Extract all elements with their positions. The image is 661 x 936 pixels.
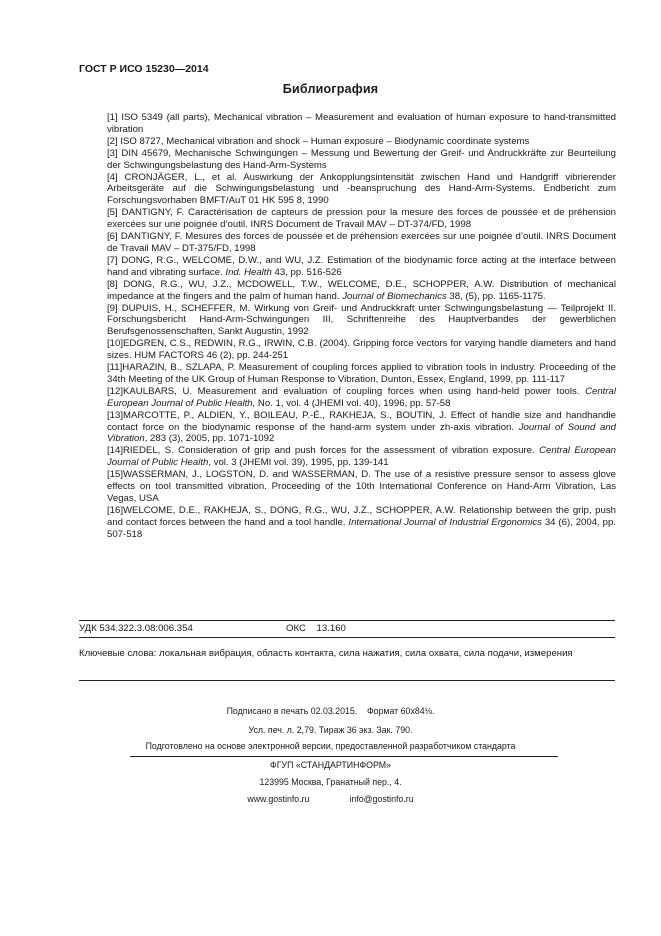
publisher-address: 123995 Москва, Гранатный пер., 4. [259,777,402,787]
reference-item: [1] ISO 5349 (all parts), Mechanical vibration – Measurement and evaluation of human exposure to hand-transmitted vibration [107,112,616,135]
reference-text: [12]KAULBARS, U. Measurement and evaluation of coupling forces when using hand-held power tools. [107,385,586,397]
reference-details: , 283 (3), 2005, pp. 1071-1092 [144,433,275,445]
reference-source: Ind. Health [225,266,272,278]
reference-item [107,445,616,469]
reference-item [107,255,616,279]
reference-item: [9] DUPUIS, H., SCHEFFER, M. Wirkung von Greif- und Andruckkraft unter Schwingungsbelastung — Teilprojekt II. Forschungsbericht Hand-Arm-Schwingungen III, Schriftenreihe des Hauptverbandes der gewerblichen Berufsgenossenschaften, Sankt Augustin, 1992 [107,302,616,338]
section-divider [79,620,615,621]
reference-source: Journal of Biomechanics [342,290,447,302]
reference-item [107,386,616,410]
publisher-name: ФГУП «СТАНДАРТИНФОРМ» [270,760,391,770]
reference-item: [2] ISO 8727, Mechanical vibration and shock – Human exposure – Biodynamic coordinate systems [107,135,530,147]
reference-source: Journal of Sound and Vibration [107,421,617,445]
reference-details: 34 (6), 2004, pp. 507-518 [107,516,616,540]
reference-item [107,505,616,541]
reference-source: International Journal of Industrial Ergonomics [348,516,542,528]
reference-item [107,410,616,446]
reference-item: [11]HARAZIN, B., SZLAPA, P. Measurement of coupling forces applied to vibration tools in industry. Proceeding of the 34th Meeting of the UK Group of Human Response to Vibration, Dunton, Essex, England, 1999, pp. 111-117 [107,362,616,385]
udk-code: УДК 534.322.3.08:006.354 [79,623,193,634]
reference-item: [15]WASSERMAN, J., LOGSTON, D. and WASSERMAN, D. The use of a resistive pressure sensor to assess glove effects on tool transmitted vibration. Proceeding of the 10th International Conference on Hand-Arm Vibration, Las Vegas, USA [107,469,616,504]
keywords: Ключевые слова: локальная вибрация, область контакта, сила нажатия, сила охвата, сила подачи, измерения [79,648,573,659]
reference-item [107,279,616,303]
reference-source: Central European Journal of Public Health [107,445,617,469]
imprint-signed: Подписано в печать 02.03.2015. Формат 60x84⅛. [226,706,435,716]
reference-text: [16]WELCOME, D.E., RAKHEJA, S., DONG, R.G., WU, J.Z., SCHOPPER, A.W. Relationship between the grip, push and contact forces between the hand and a tool handle. [107,504,616,528]
reference-item: [6] DANTIGNY, F. Mesures des forces de poussée et de préhension exercées sur une poignée d’outil. INRS Document de Travail MAV – DT-375/FD, 1998 [107,231,616,254]
section-divider [79,637,615,638]
oks-code: ОКС 13.160 [286,623,346,634]
section-divider [79,680,615,681]
reference-item: [10]EDGREN, C.S., REDWIN, R.G., IRWIN, C.B. (2004). Gripping force vectors for varying handle diameters and hand sizes. HUM FACTORS 46 (2), pp. 244-251 [107,338,616,362]
reference-text: [7] DONG, R.G., WELCOME, D.W., and WU, J.Z. Estimation of the biodynamic force acting at the interface between hand and vibrating surface. [107,254,616,278]
imprint-prepared: Подготовлено на основе электронной версии, предоставленной разработчиком стандарта [145,741,516,751]
reference-text: [14]RIEDEL, S. Consideration of grip and push forces for the assessment of vibration exposure. [107,445,540,457]
reference-item: [5] DANTIGNY, F. Caractérisation de capteurs de pression pour la mesure des forces de poussée et de préhension exercées sur une poignée d’outil. INRS Document de Travail MAV – DT-374/FD, 1998 [107,207,616,231]
reference-text: [13]MARCOTTE, P., ALDIEN, Y., BOILEAU, P.-É., RAKHEJA, S., BOUTIN, J. Effect of handle size and handhandle contact force on the biodynamic response of the hand-arm system under zh-axis vibration. [107,409,616,433]
reference-text: [8] DONG, R.G., WU, J.Z., MCDOWELL, T.W., WELCOME, D.E., SCHOPPER, A.W. Distribution of mechanical impedance at the fingers and the palm of human hand. [107,278,616,302]
reference-details: 43, pp. 516-526 [271,266,342,278]
reference-details: 38, (5), pp. 1165-1175. [446,290,546,302]
reference-source: Central European Journal of Public Health, [107,385,616,409]
imprint-divider [130,756,558,757]
reference-item: [4] CRONJÄGER, L., et al. Auswirkung der Ankopplungsintensität zwischen Hand und Handgriff vibrierender Arbeitsgeräte auf die Schwingungsbelastung und -beanspruchung des Hand-Arm-Systems. Endbericht zum Forschungsvorhaben BMFT/AuT 01 HK 595 8, 1990 [107,171,616,207]
bibliography-list [107,112,616,541]
imprint-printing: Усл. печ. л. 2,79. Тираж 36 экз. Зак. 790. [248,725,413,735]
website-link[interactable]: www.gostinfo.ru [247,794,310,804]
publisher-contacts [0,794,661,804]
document-code: ГОСТ Р ИСО 15230—2014 [79,63,209,75]
reference-details: No. 1, vol. 4 (JHEMI vol. 40), 1996, pp. 57-58 [255,397,451,409]
reference-details: , vol. 3 (JHEMI vol. 39), 1995, pp. 139-141 [208,457,389,469]
email-link[interactable]: info@gostinfo.ru [349,794,414,804]
page-title: Библиография [282,82,379,96]
reference-item: [3] DIN 45679, Mechanische Schwingungen – Messung und Bewertung der Greif- und Andruckkräfte zur Beurteilung der Schwingungsbelastung des Hand-Arm-Systems [107,147,616,171]
